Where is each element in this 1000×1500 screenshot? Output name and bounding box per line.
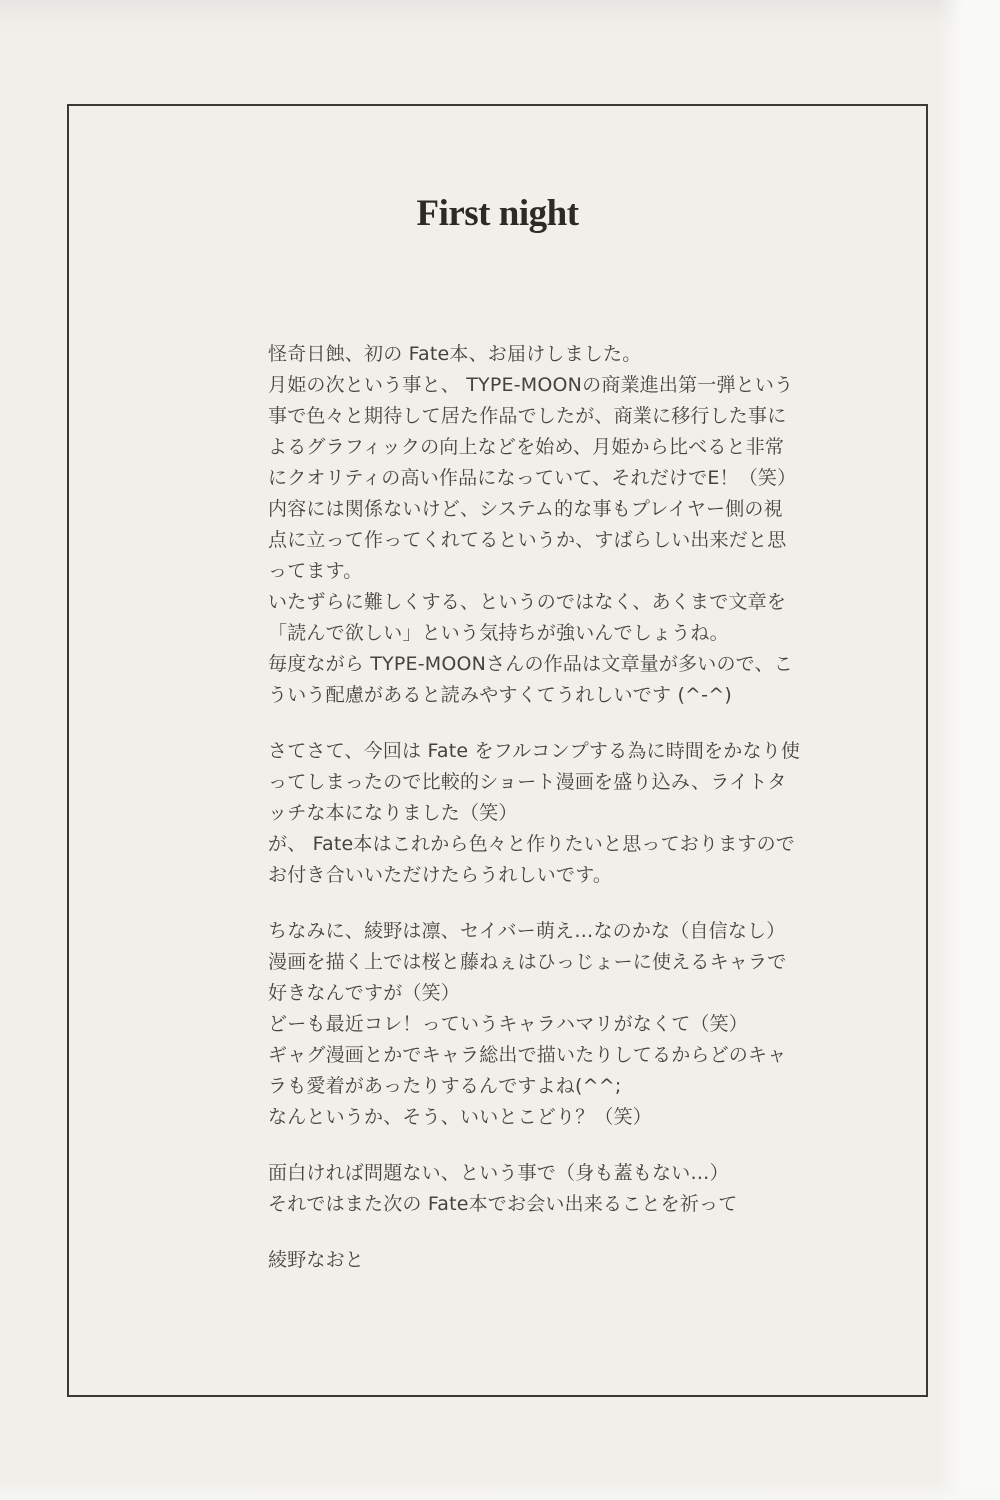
text-line: 月姫の次という事と、 TYPE-MOONの商業進出第一弾という <box>268 374 794 396</box>
text-line: 「読んで欲しい」という気持ちが強いんでしょうね。 <box>268 622 729 644</box>
paragraph <box>268 1158 754 1220</box>
text-line: お付き合いいただけたらうれしいです。 <box>268 864 613 886</box>
text-line: それではまた次の Fate本でお会い出来ることを祈って <box>268 1193 738 1215</box>
text-line: ギャグ漫画とかでキャラ総出で描いたりしてるからどのキャ <box>268 1044 787 1066</box>
text-line: ちなみに、綾野は凛、セイバー萌え…なのかな（自信なし） <box>268 920 786 942</box>
text-line: ってます。 <box>268 560 363 582</box>
paragraph <box>268 916 787 1133</box>
paragraph <box>268 339 797 711</box>
text-line: よるグラフィックの向上などを始め、月姫から比べると非常 <box>268 436 785 458</box>
text-line: ラも愛着があったりするんですよね(^^; <box>268 1075 622 1097</box>
text-line: 怪奇日蝕、初の Fate本、お届けしました。 <box>268 343 642 365</box>
scan-top-shade <box>0 0 1000 28</box>
text-line: 面白ければ問題ない、という事で（身も蓋もない…） <box>268 1162 729 1184</box>
text-line: 漫画を描く上では桜と藤ねぇはひっじょーに使えるキャラで <box>268 951 787 973</box>
text-line: どーも最近コレ！っていうキャラハマリがなくて（笑） <box>268 1013 749 1035</box>
text-line: 毎度ながら TYPE-MOONさんの作品は文章量が多いので、こ <box>268 653 793 675</box>
text-line: が、 Fate本はこれから色々と作りたいと思っておりますので <box>268 833 796 855</box>
page-edge <box>938 0 1000 1500</box>
text-line: さてさて、今回は Fate をフルコンプする為に時間をかなり使 <box>268 740 801 762</box>
page-bottom-edge <box>0 1482 1000 1500</box>
text-line: 事で色々と期待して居た作品でしたが、商業に移行した事に <box>268 405 787 427</box>
text-line: 好きなんですが（笑） <box>268 982 461 1004</box>
text-line: 点に立って作ってくれてるというか、すばらしい出来だと思 <box>268 529 787 551</box>
text-line: ッチな本になりました（笑） <box>268 802 518 824</box>
text-line: いたずらに難しくする、というのではなく、あくまで文章を <box>268 591 787 613</box>
paragraph <box>268 736 801 891</box>
afterword-text <box>268 339 801 1276</box>
signature: 綾野なおと <box>268 1249 365 1271</box>
text-line: にクオリティの高い作品になっていて、それだけでE！（笑） <box>268 467 797 489</box>
text-line: なんというか、そう、いいとこどり？（笑） <box>268 1106 653 1128</box>
text-line: ういう配慮があると読みやすくてうれしいです (^-^) <box>268 684 732 706</box>
page-title: First night <box>416 193 579 234</box>
text-line: 内容には関係ないけど、システム的な事もプレイヤー側の視 <box>268 498 783 520</box>
text-line: ってしまったので比較的ショート漫画を盛り込み、ライトタ <box>268 771 787 793</box>
